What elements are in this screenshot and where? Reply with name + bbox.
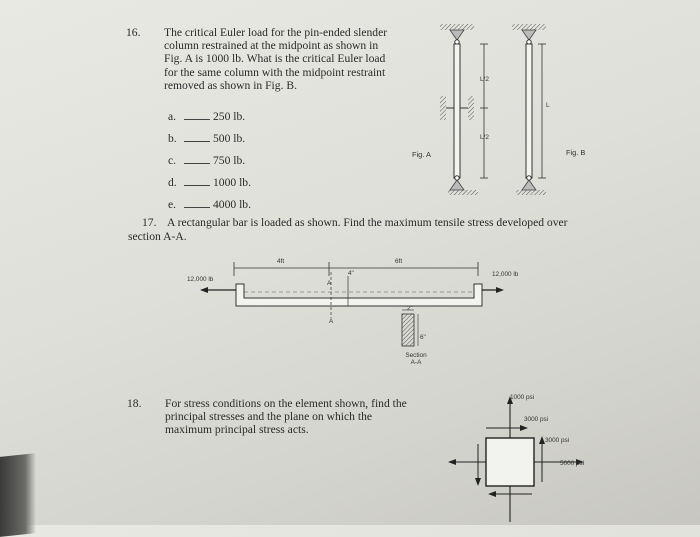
stress-element-figure <box>448 390 598 525</box>
q18-line: maximum principal stress acts. <box>165 423 309 437</box>
dim-2in: 2" <box>407 305 413 312</box>
fig-b-column <box>512 24 546 195</box>
option-a[interactable]: a. 250 lb. <box>168 110 246 123</box>
q16-options <box>168 110 251 220</box>
fig-b-label: Fig. B <box>566 148 586 157</box>
q18-line: principal stresses and the plane on which the <box>165 410 373 424</box>
q18-line: For stress conditions on the element shown, find the <box>165 397 407 410</box>
q17-number: 17. <box>142 216 157 229</box>
fig-a-bottom-support <box>448 190 478 195</box>
dim-6ft: 6ft <box>395 258 403 265</box>
midpoint-restraint-right <box>468 96 474 120</box>
option-b[interactable]: b. 500 lb. <box>168 132 246 145</box>
load-right-label: 12,000 lb <box>492 271 519 278</box>
u-shaped-bar <box>236 284 482 306</box>
stress-element <box>486 438 534 486</box>
midpoint-restraint-left <box>440 96 446 120</box>
q17-line1: A rectangular bar is loaded as shown. Find the maximum tensile stress developed over <box>167 216 568 229</box>
dim-half-top: L/2 <box>480 76 489 83</box>
stress-label-4: 5000 psi <box>560 460 585 467</box>
q18-number: 18. <box>127 397 142 410</box>
q16-line: for the same column with the midpoint restraint <box>164 65 386 79</box>
q16-line: removed as shown in Fig. B. <box>164 78 297 92</box>
q16-number: 16. <box>126 26 141 39</box>
stress-label-2: 3000 psi <box>524 416 549 423</box>
load-left-label: 12,000 lb <box>187 276 214 283</box>
fig-a-top-support <box>440 24 474 30</box>
fig-a-label: Fig. A <box>412 150 431 159</box>
fig-b-bottom-support <box>516 190 546 195</box>
q16-text <box>164 26 424 92</box>
dim-full-length: L <box>546 102 550 109</box>
fig-b-top-support <box>512 24 546 30</box>
column-figures <box>410 18 600 198</box>
page-edge-shadow <box>0 453 36 537</box>
section-caption <box>399 352 433 366</box>
q16-line: column restrained at the midpoint as shown in <box>164 39 379 53</box>
section-a-a-shape <box>402 314 414 346</box>
q16-line: The critical Euler load for the pin-ended slender <box>164 26 388 39</box>
q18-text <box>165 397 445 437</box>
q17-line2: section A-A. <box>128 230 187 243</box>
option-d[interactable]: d. 1000 lb. <box>168 176 252 189</box>
q16-line: Fig. A is 1000 lb. What is the critical Euler load <box>164 52 386 66</box>
dim-6in: 6" <box>420 334 426 341</box>
section-name: A-A <box>410 359 422 366</box>
stress-label-3: 3000 psi <box>545 437 570 444</box>
option-e[interactable]: e. 4000 lb. <box>168 198 252 211</box>
stress-label-1: 1000 psi <box>510 394 535 401</box>
section-label: Section <box>405 352 427 359</box>
section-mark-top: A <box>327 280 332 287</box>
option-c[interactable]: c. 750 lb. <box>168 154 246 167</box>
dim-4ft: 4ft <box>277 258 285 265</box>
dim-4in: 4" <box>348 270 354 277</box>
section-mark-bottom: A <box>329 318 334 325</box>
dim-half-bottom: L/2 <box>480 134 489 141</box>
fig-a-column <box>440 24 488 195</box>
